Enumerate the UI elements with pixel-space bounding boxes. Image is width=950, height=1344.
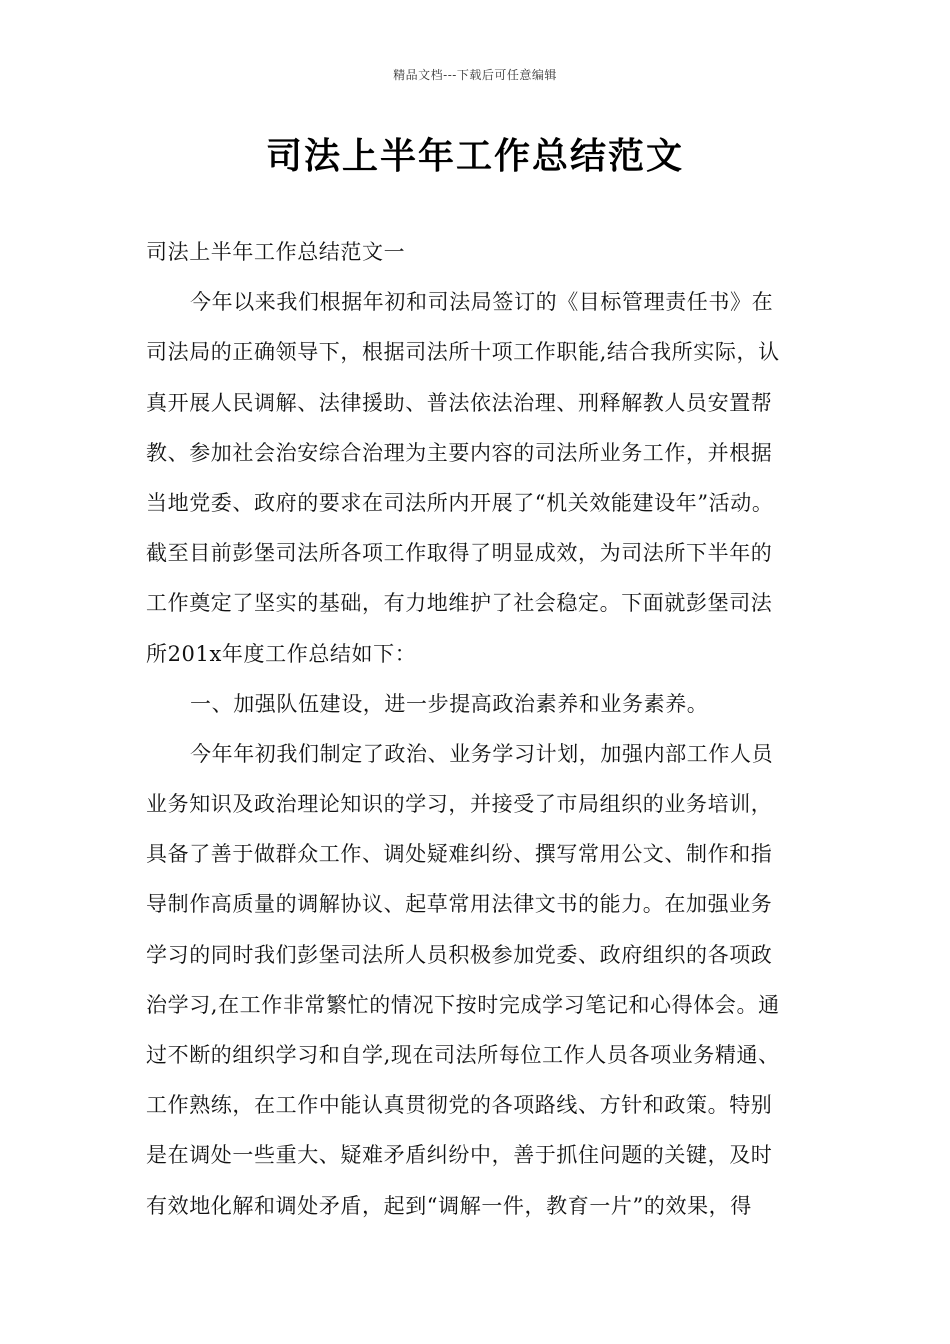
section-heading: 司法上半年工作总结范文一 bbox=[146, 240, 406, 264]
paragraph-line: 真开展人民调解、法律援助、普法依法治理、刑释解教人员安置帮 bbox=[146, 390, 773, 415]
paragraph-line: 过不断的组织学习和自学,现在司法所每位工作人员各项业务精通、 bbox=[146, 1043, 780, 1067]
document-title: 司法上半年工作总结范文 bbox=[265, 136, 684, 177]
paragraph-line: 业务知识及政治理论知识的学习，并接受了市局组织的业务培训， bbox=[146, 792, 773, 817]
paragraph-line: 具备了善于做群众工作、调处疑难纠纷、撰写常用公文、制作和指 bbox=[146, 842, 773, 867]
paragraph-line: 截至目前彭堡司法所各项工作取得了明显成效，为司法所下半年的 bbox=[146, 541, 773, 566]
paragraph-line: 所201x年度工作总结如下： bbox=[146, 641, 417, 666]
paragraph-line: 治学习,在工作非常繁忙的情况下按时完成学习笔记和心得体会。通 bbox=[146, 992, 780, 1017]
paragraph-line: 当地党委、政府的要求在司法所内开展了“机关效能建设年”活动。 bbox=[146, 490, 774, 515]
paragraph-line: 学习的同时我们彭堡司法所人员积极参加党委、政府组织的各项政 bbox=[146, 942, 773, 967]
paragraph-line: 导制作高质量的调解协议、起草常用法律文书的能力。在加强业务 bbox=[146, 892, 773, 917]
paragraph-line: 有效地化解和调处矛盾，起到“调解一件，教育一片”的效果，得 bbox=[146, 1193, 752, 1218]
paragraph-line: 教、参加社会治安综合治理为主要内容的司法所业务工作，并根据 bbox=[146, 440, 773, 465]
document-body bbox=[146, 227, 811, 1231]
header-note: 精品文档---下载后可任意编辑 bbox=[393, 68, 557, 82]
paragraph-line: 司法局的正确领导下，根据司法所十项工作职能,结合我所实际，认 bbox=[146, 340, 780, 365]
subsection-heading: 一、加强队伍建设，进一步提高政治素养和业务素养。 bbox=[190, 691, 709, 716]
paragraph-line: 今年年初我们制定了政治、业务学习计划，加强内部工作人员 bbox=[190, 741, 774, 766]
paragraph-line: 工作熟练，在工作中能认真贯彻党的各项路线、方针和政策。特别 bbox=[146, 1093, 773, 1118]
paragraph-line: 今年以来我们根据年初和司法局签订的《目标管理责任书》在 bbox=[190, 290, 774, 315]
paragraph-line: 工作奠定了坚实的基础，有力地维护了社会稳定。下面就彭堡司法 bbox=[146, 591, 773, 616]
paragraph-line: 是在调处一些重大、疑难矛盾纠纷中，善于抓住问题的关键，及时 bbox=[146, 1143, 773, 1168]
